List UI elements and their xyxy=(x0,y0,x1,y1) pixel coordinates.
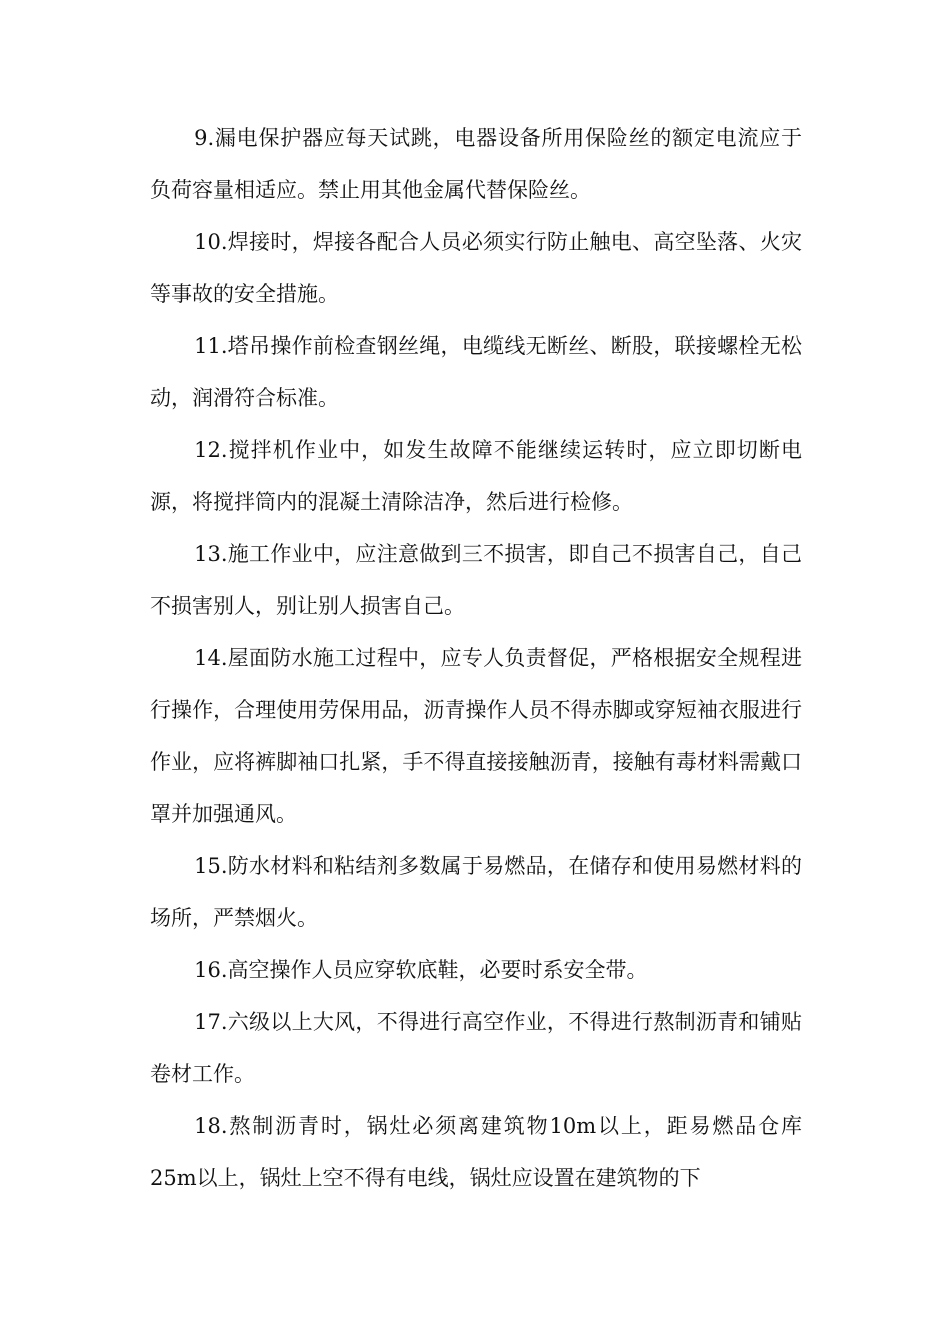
paragraph-11: 11.塔吊操作前检查钢丝绳，电缆线无断丝、断股，联接螺栓无松动，润滑符合标准。 xyxy=(150,334,802,410)
paragraph-10: 10.焊接时，焊接各配合人员必须实行防止触电、高空坠落、火灾等事故的安全措施。 xyxy=(150,230,802,306)
paragraph-16: 16.高空操作人员应穿软底鞋，必要时系安全带。 xyxy=(194,958,648,982)
paragraph-12: 12.搅拌机作业中，如发生故障不能继续运转时，应立即切断电源，将搅拌筒内的混凝土清除洁净，然后进行检修。 xyxy=(150,438,802,514)
paragraph-18: 18.熬制沥青时，锅灶必须离建筑物10m以上，距易燃品仓库25m以上，锅灶上空不得有电线，锅灶应设置在建筑物的下 xyxy=(150,1114,802,1190)
paragraph-9: 9.漏电保护器应每天试跳，电器设备所用保险丝的额定电流应于负荷容量相适应。禁止用其他金属代替保险丝。 xyxy=(150,126,802,202)
paragraph-17: 17.六级以上大风，不得进行高空作业，不得进行熬制沥青和铺贴卷材工作。 xyxy=(150,1010,802,1086)
paragraph-13: 13.施工作业中，应注意做到三不损害，即自己不损害自己，自己不损害别人，别让别人损害自己。 xyxy=(150,542,802,618)
paragraph-15: 15.防水材料和粘结剂多数属于易燃品，在储存和使用易燃材料的场所，严禁烟火。 xyxy=(150,854,802,930)
document-body xyxy=(150,112,802,1204)
paragraph-14: 14.屋面防水施工过程中，应专人负责督促，严格根据安全规程进行操作，合理使用劳保用品，沥青操作人员不得赤脚或穿短袖衣服进行作业，应将裤脚袖口扎紧，手不得直接接触沥青，接触有毒材料需戴口罩并加强通风。 xyxy=(150,646,802,826)
